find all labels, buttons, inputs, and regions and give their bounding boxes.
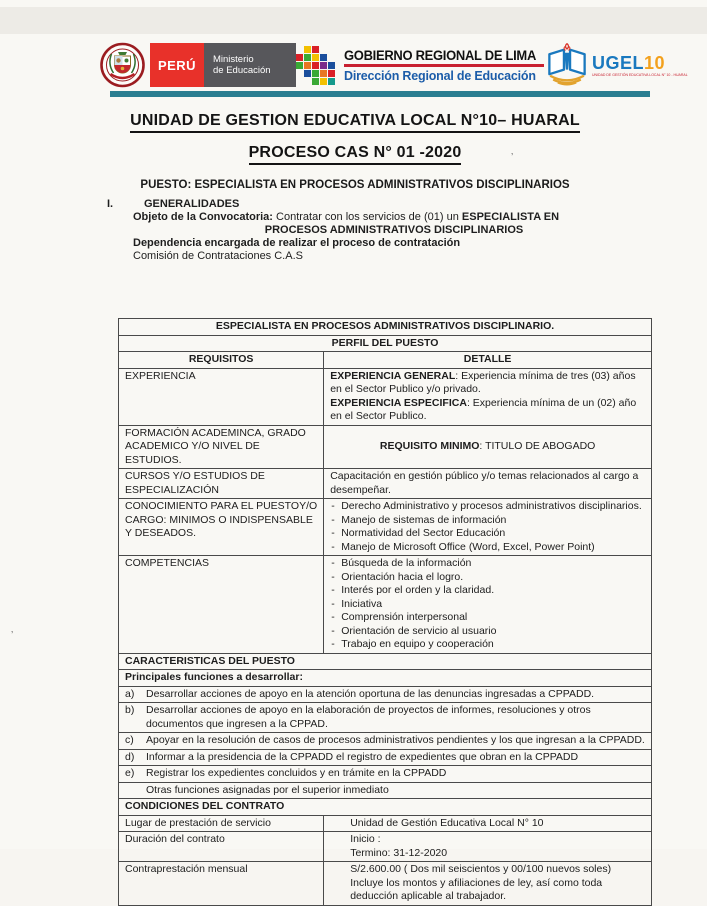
dependencia-line: Dependencia encargada de realizar el proceso de contratación (133, 237, 461, 249)
list-item: - Búsqueda de la información (330, 557, 645, 571)
ugel-name: UGEL (592, 52, 645, 73)
table-row-formacion (119, 425, 652, 469)
document-title: UNIDAD DE GESTION EDUCATIVA LOCAL N°10– HUARAL (75, 112, 635, 133)
scan-speck: ’ (11, 630, 14, 641)
table-row-funcion (119, 766, 652, 783)
table-row-condiciones-header (119, 799, 652, 816)
caracteristicas-header: CARACTERISTICAS DEL PUESTO (119, 653, 652, 670)
funcion-text: Informar a la presidencia de la CPPADD el registro de expedientes que obran en la CPPADD (146, 750, 579, 763)
comision-line: Comisión de Contrataciones C.A.S (133, 250, 303, 262)
table-row-lugar (119, 815, 652, 832)
table-row-funcion (119, 782, 652, 799)
list-item: - Manejo de sistemas de información (330, 514, 645, 528)
list-item: - Derecho Administrativo y procesos administrativos disciplinarios. (330, 500, 645, 514)
table-title: ESPECIALISTA EN PROCESOS ADMINISTRATIVOS DISCIPLINARIO. (119, 319, 652, 336)
conocimiento-detail (324, 499, 652, 556)
ugel-wordmark (592, 54, 688, 77)
duracion-value: Inicio : Termino: 31-12-2020 (324, 832, 652, 862)
header-divider-bar (110, 91, 650, 97)
ugel-tagline: UNIDAD DE GESTIÓN EDUCATIVA LOCAL N° 10 - HUARAL (592, 72, 688, 77)
list-item: - Trabajo en equipo y cooperación (330, 638, 645, 652)
table-row-conocimiento (119, 499, 652, 556)
funciones-header: Principales funciones a desarrollar: (119, 670, 652, 687)
generalidades-heading: I. GENERALIDADES (107, 198, 240, 210)
table-row-funcion (119, 686, 652, 703)
list-item: - Iniciativa (330, 598, 645, 612)
ugel-number: 10 (644, 52, 666, 73)
process-title: PROCESO CAS N° 01 -2020 (75, 144, 635, 165)
ugel-book-torch-icon (544, 40, 590, 90)
table-row-caracteristicas (119, 653, 652, 670)
ministry-label (204, 43, 296, 87)
gobierno-regional-logo-icon (296, 46, 335, 85)
funcion-text: Desarrollar acciones de apoyo en la atención oportuna de las denuncias ingresadas a CPPADD. (146, 687, 595, 700)
direccion-regional-subtitle: Dirección Regional de Educación (344, 68, 536, 83)
experiencia-label: EXPERIENCIA (119, 368, 324, 425)
conocimiento-label: CONOCIMIENTO PARA EL PUESTOY/O CARGO: MINIMOS O INDISPENSABLE Y DESEADOS. (119, 499, 324, 556)
funcion-letter: d) (125, 750, 135, 763)
table-row-perfil (119, 335, 652, 352)
pago-value: S/2.600.00 ( Dos mil seiscientos y 00/100 nuevos soles) Incluye los montos y afiliaciones de ley, así como toda deducción aplicable al trabajador. (324, 862, 652, 906)
list-item: - Orientación de servicio al usuario (330, 625, 645, 639)
formacion-detail: REQUISITO MINIMO: TITULO DE ABOGADO (324, 425, 652, 469)
ministry-line2: de Educación (213, 65, 271, 76)
cursos-label: CURSOS Y/O ESTUDIOS DE ESPECIALIZACIÓN (119, 469, 324, 499)
funcion-letter: a) (125, 687, 135, 700)
document-header (99, 40, 688, 90)
position-subtitle: PUESTO: ESPECIALISTA EN PROCESOS ADMINISTRATIVOS DISCIPLINARIOS (140, 179, 570, 191)
duracion-label: Duración del contrato (119, 832, 324, 862)
competencias-detail (324, 556, 652, 654)
peru-label: PERÚ (150, 43, 204, 87)
table-row-columns (119, 352, 652, 369)
table-row-cursos (119, 469, 652, 499)
ministry-line1: Ministerio (213, 53, 254, 65)
gobierno-regional-block (296, 46, 544, 85)
list-item: - Normatividad del Sector Educación (330, 527, 645, 541)
funcion-letter (125, 784, 146, 798)
peru-coat-of-arms-icon (99, 41, 146, 89)
scan-speck: ’ (511, 152, 514, 163)
formacion-label: FORMACIÓN ACADEMINCA, GRADO ACADEMICO Y/O NIVEL DE ESTUDIOS. (119, 425, 324, 469)
list-item: - Manejo de Microsoft Office (Word, Excel, Power Point) (330, 541, 645, 555)
table-row-competencias (119, 556, 652, 654)
generalidades-section (107, 198, 655, 263)
funcion-text: Registrar los expedientes concluidos y en trámite en la CPPADD (146, 767, 447, 779)
perfil-header: PERFIL DEL PUESTO (119, 335, 652, 352)
job-profile-table (118, 318, 652, 906)
lugar-label: Lugar de prestación de servicio (119, 815, 324, 832)
table-row-funcion (119, 749, 652, 766)
table-row-pago (119, 862, 652, 906)
list-item: - Orientación hacia el logro. (330, 571, 645, 585)
col-header-detalle: DETALLE (324, 352, 652, 369)
lugar-value: Unidad de Gestión Educativa Local N° 10 (324, 815, 652, 832)
table-row-funcion (119, 703, 652, 733)
funcion-text: Desarrollar acciones de apoyo en la elaboración de proyectos de informes, resoluciones y otros documentos que ingresen a la CPPAD. (146, 704, 591, 730)
table-row-funciones-header (119, 670, 652, 687)
scan-top-band (0, 7, 707, 34)
title-block (75, 112, 635, 191)
list-item: - Comprensión interpersonal (330, 611, 645, 625)
funcion-text: Apoyar en la resolución de casos de procesos administrativos pendientes y los que ingresan a la CPPADD. (146, 734, 645, 746)
funcion-letter: b) (125, 704, 135, 716)
gobierno-regional-underline (344, 64, 544, 67)
gobierno-regional-text (344, 48, 544, 83)
cursos-detail: Capacitación en gestión público y/o temas relacionados al cargo a desempeñar. (324, 469, 652, 499)
competencias-label: COMPETENCIAS (119, 556, 324, 654)
funcion-letter: e) (125, 767, 135, 779)
col-header-requisitos: REQUISITOS (119, 352, 324, 369)
funcion-text: Otras funciones asignadas por el superior inmediato (146, 783, 389, 796)
table-row-title (119, 319, 652, 336)
experiencia-detail: EXPERIENCIA GENERAL: Experiencia mínima de tres (03) años en el Sector Publico y/o privado. EXPERIENCIA ESPECIFICA: Experiencia mínima de un (02) año en el Sector Publico. (324, 368, 652, 425)
objeto-convocatoria-line: Objeto de la Convocatoria: Contratar con los servicios de (01) un ESPECIALISTA EN (133, 211, 560, 223)
gobierno-regional-title: GOBIERNO REGIONAL DE LIMA (344, 47, 537, 63)
condiciones-header: CONDICIONES DEL CONTRATO (119, 799, 652, 816)
table-row-funcion (119, 733, 652, 750)
pago-label: Contraprestación mensual (119, 862, 324, 906)
table-row-experiencia (119, 368, 652, 425)
table-row-duracion (119, 832, 652, 862)
list-item: - Interés por el orden y la claridad. (330, 584, 645, 598)
minedu-logo-block (99, 41, 296, 89)
objeto-convocatoria-line2: PROCESOS ADMINISTRATIVOS DISCIPLINARIOS (264, 224, 524, 236)
funcion-letter: c) (125, 734, 134, 746)
ugel-logo-block (544, 40, 688, 90)
